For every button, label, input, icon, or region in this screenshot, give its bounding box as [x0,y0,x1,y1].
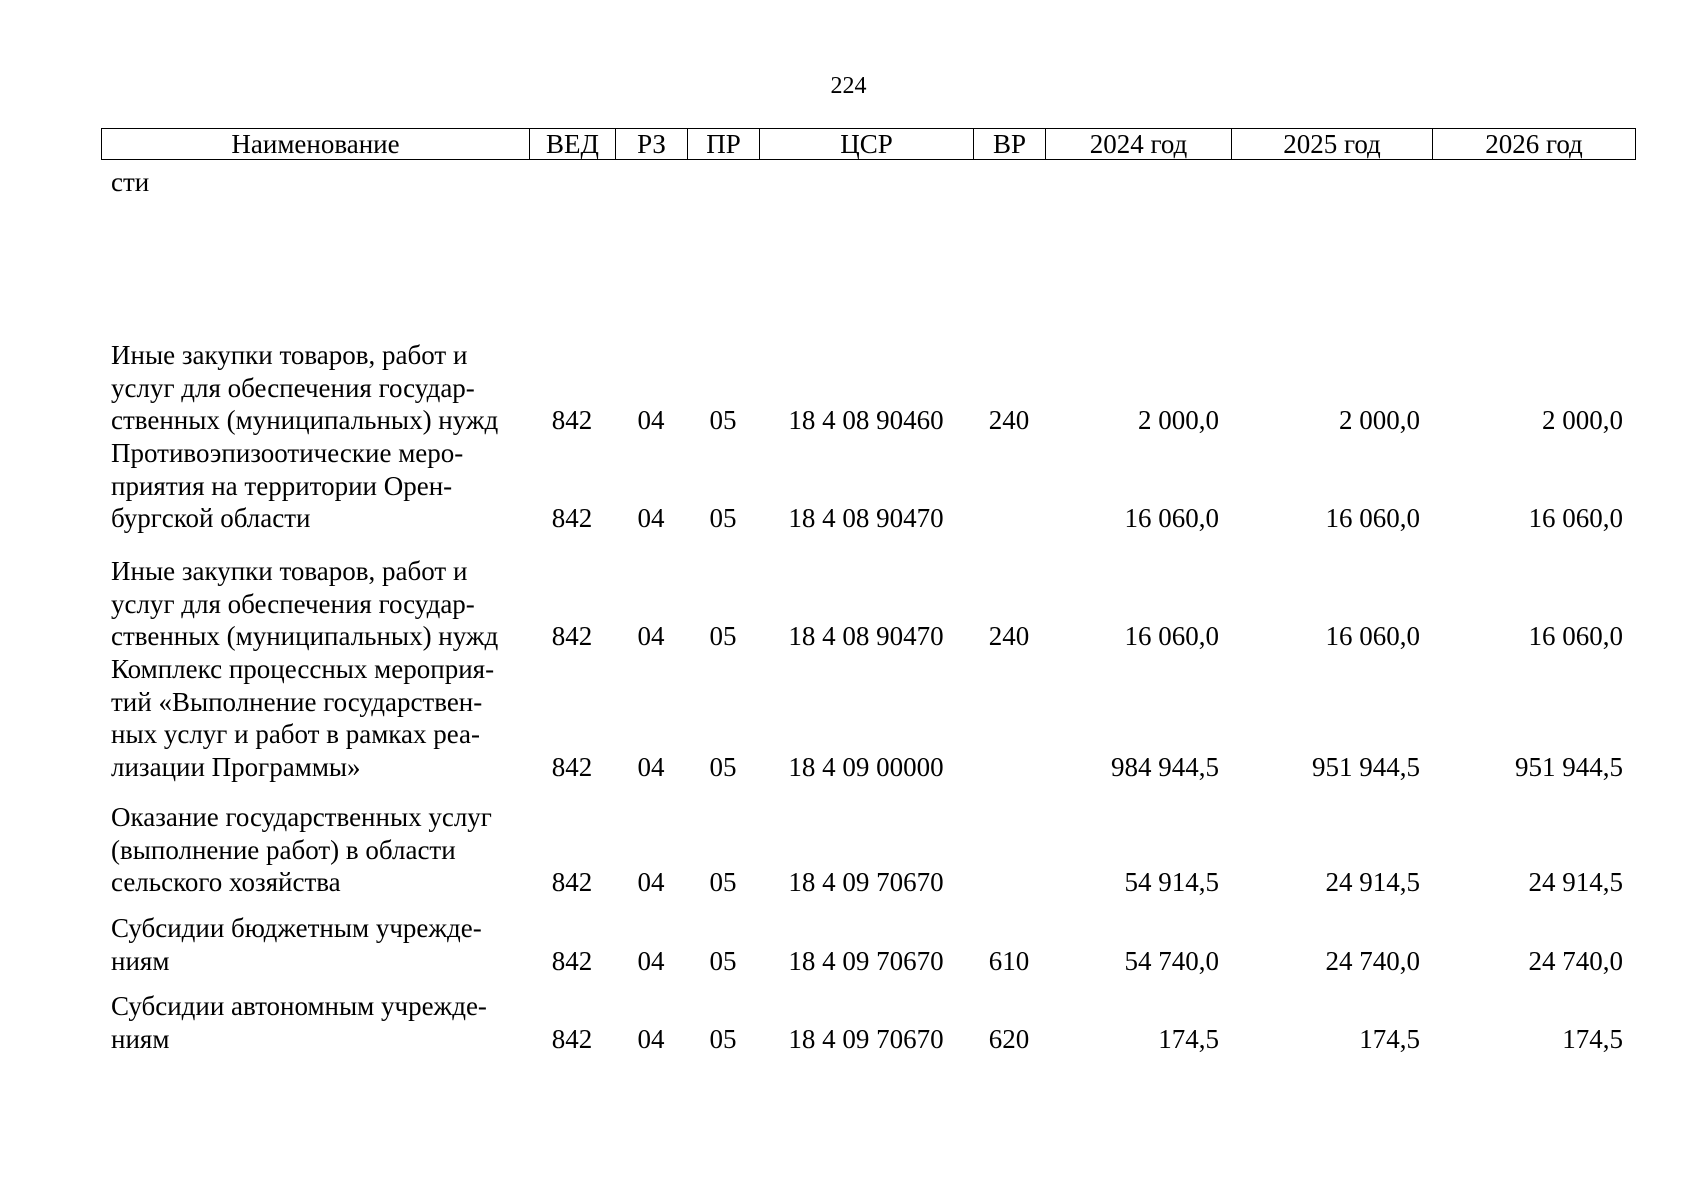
row-2026: 174,5 [1562,1023,1623,1054]
row-name-line: Субсидии бюджетным учрежде- [111,913,482,943]
row-2024: 54 740,0 [1124,945,1219,976]
row-pr: 05 [709,1023,737,1054]
header-ved: ВЕД [530,129,616,160]
row-rz: 04 [637,503,665,533]
row-rz: 04 [637,945,665,976]
row-name-line: бургской области [111,503,311,533]
row-name-line: приятия на территории Орен- [111,470,453,501]
table-row [101,912,1635,977]
row-2025: 16 060,0 [1325,503,1420,533]
row-2025: 951 944,5 [1312,751,1420,782]
row-name [101,801,529,899]
table-row [101,555,1635,653]
row-csr: 18 4 08 90460 [788,405,944,435]
row-name-line: услуг для обеспечения государ- [111,372,475,403]
row-2025: 174,5 [1359,1023,1420,1054]
row-name-line: ственных (муниципальных) нужд [111,621,499,651]
row-name-line: ниям [111,945,170,976]
row-2024: 2 000,0 [1138,405,1219,435]
row-2025: 24 914,5 [1325,867,1420,897]
row-pr: 05 [709,751,737,782]
row-ved: 842 [551,405,593,435]
table-row [101,801,1635,899]
header-vr: ВР [974,129,1046,160]
row-vr: 240 [988,621,1030,651]
row-2026: 24 740,0 [1528,945,1623,976]
row-name-line: (выполнение работ) в области [111,834,456,865]
row-rz: 04 [637,621,665,651]
row-name-line: тий «Выполнение государствен- [111,686,483,717]
row-ved: 842 [551,621,593,651]
row-name [101,653,529,783]
row-name [101,437,529,535]
row-name [101,990,529,1055]
header-csr: ЦСР [760,129,974,160]
table-header [101,128,1636,160]
row-name-line: ственных (муниципальных) нужд [111,405,499,435]
row-2024: 984 944,5 [1111,751,1219,782]
row-name-line: Оказание государственных услуг [111,802,492,832]
row-csr: 18 4 09 70670 [788,1023,944,1054]
row-name [101,912,529,977]
row-name-line: сельского хозяйства [111,867,341,897]
continuation-text: сти [111,167,150,197]
row-csr: 18 4 09 00000 [788,751,944,782]
row-2025: 24 740,0 [1325,945,1420,976]
row-2026: 951 944,5 [1515,751,1623,782]
row-ved: 842 [551,945,593,976]
row-pr: 05 [709,621,737,651]
row-name [101,555,529,653]
row-2024: 174,5 [1158,1023,1219,1054]
row-2026: 16 060,0 [1528,503,1623,533]
table-row [101,990,1635,1055]
header-rz: РЗ [616,129,688,160]
header-name: Наименование [102,129,530,160]
row-name-line: Противоэпизоотические меро- [111,438,464,468]
row-rz: 04 [637,867,665,897]
row-vr: 240 [988,405,1030,435]
row-name-line: ных услуг и работ в рамках реа- [111,719,481,749]
row-vr: 610 [988,945,1030,976]
row-2026: 2 000,0 [1542,405,1623,435]
row-rz: 04 [637,1023,665,1054]
row-2026: 24 914,5 [1528,867,1623,897]
table-row [101,653,1635,783]
row-ved: 842 [551,751,593,782]
row-csr: 18 4 09 70670 [788,945,944,976]
row-ved: 842 [551,1023,593,1054]
header-2026: 2026 год [1433,129,1636,160]
row-2024: 16 060,0 [1124,621,1219,651]
row-pr: 05 [709,867,737,897]
header-2025: 2025 год [1232,129,1433,160]
row-name-line: Комплекс процессных мероприя- [111,654,495,684]
row-pr: 05 [709,405,737,435]
page-number: 224 [830,73,867,99]
header-pr: ПР [688,129,760,160]
row-csr: 18 4 08 90470 [788,621,944,651]
header-2024: 2024 год [1046,129,1232,160]
row-csr: 18 4 09 70670 [788,867,944,897]
row-name-line: Иные закупки товаров, работ и [111,340,468,370]
row-vr: 620 [988,1023,1030,1054]
row-2024: 54 914,5 [1124,867,1219,897]
row-rz: 04 [637,405,665,435]
row-pr: 05 [709,945,737,976]
row-name-line: услуг для обеспечения государ- [111,588,475,619]
row-name-line: Субсидии автономным учрежде- [111,991,487,1021]
row-2025: 2 000,0 [1339,405,1420,435]
row-ved: 842 [551,503,593,533]
row-rz: 04 [637,751,665,782]
row-2026: 16 060,0 [1528,621,1623,651]
row-2025: 16 060,0 [1325,621,1420,651]
table-row [101,339,1635,437]
row-name-line: Иные закупки товаров, работ и [111,556,468,586]
row-name-line: лизации Программы» [111,751,361,782]
row-ved: 842 [551,867,593,897]
row-name [101,339,529,437]
row-csr: 18 4 08 90470 [788,503,944,533]
table-row [101,437,1635,535]
row-2024: 16 060,0 [1124,503,1219,533]
row-name-line: ниям [111,1023,170,1054]
row-pr: 05 [709,503,737,533]
